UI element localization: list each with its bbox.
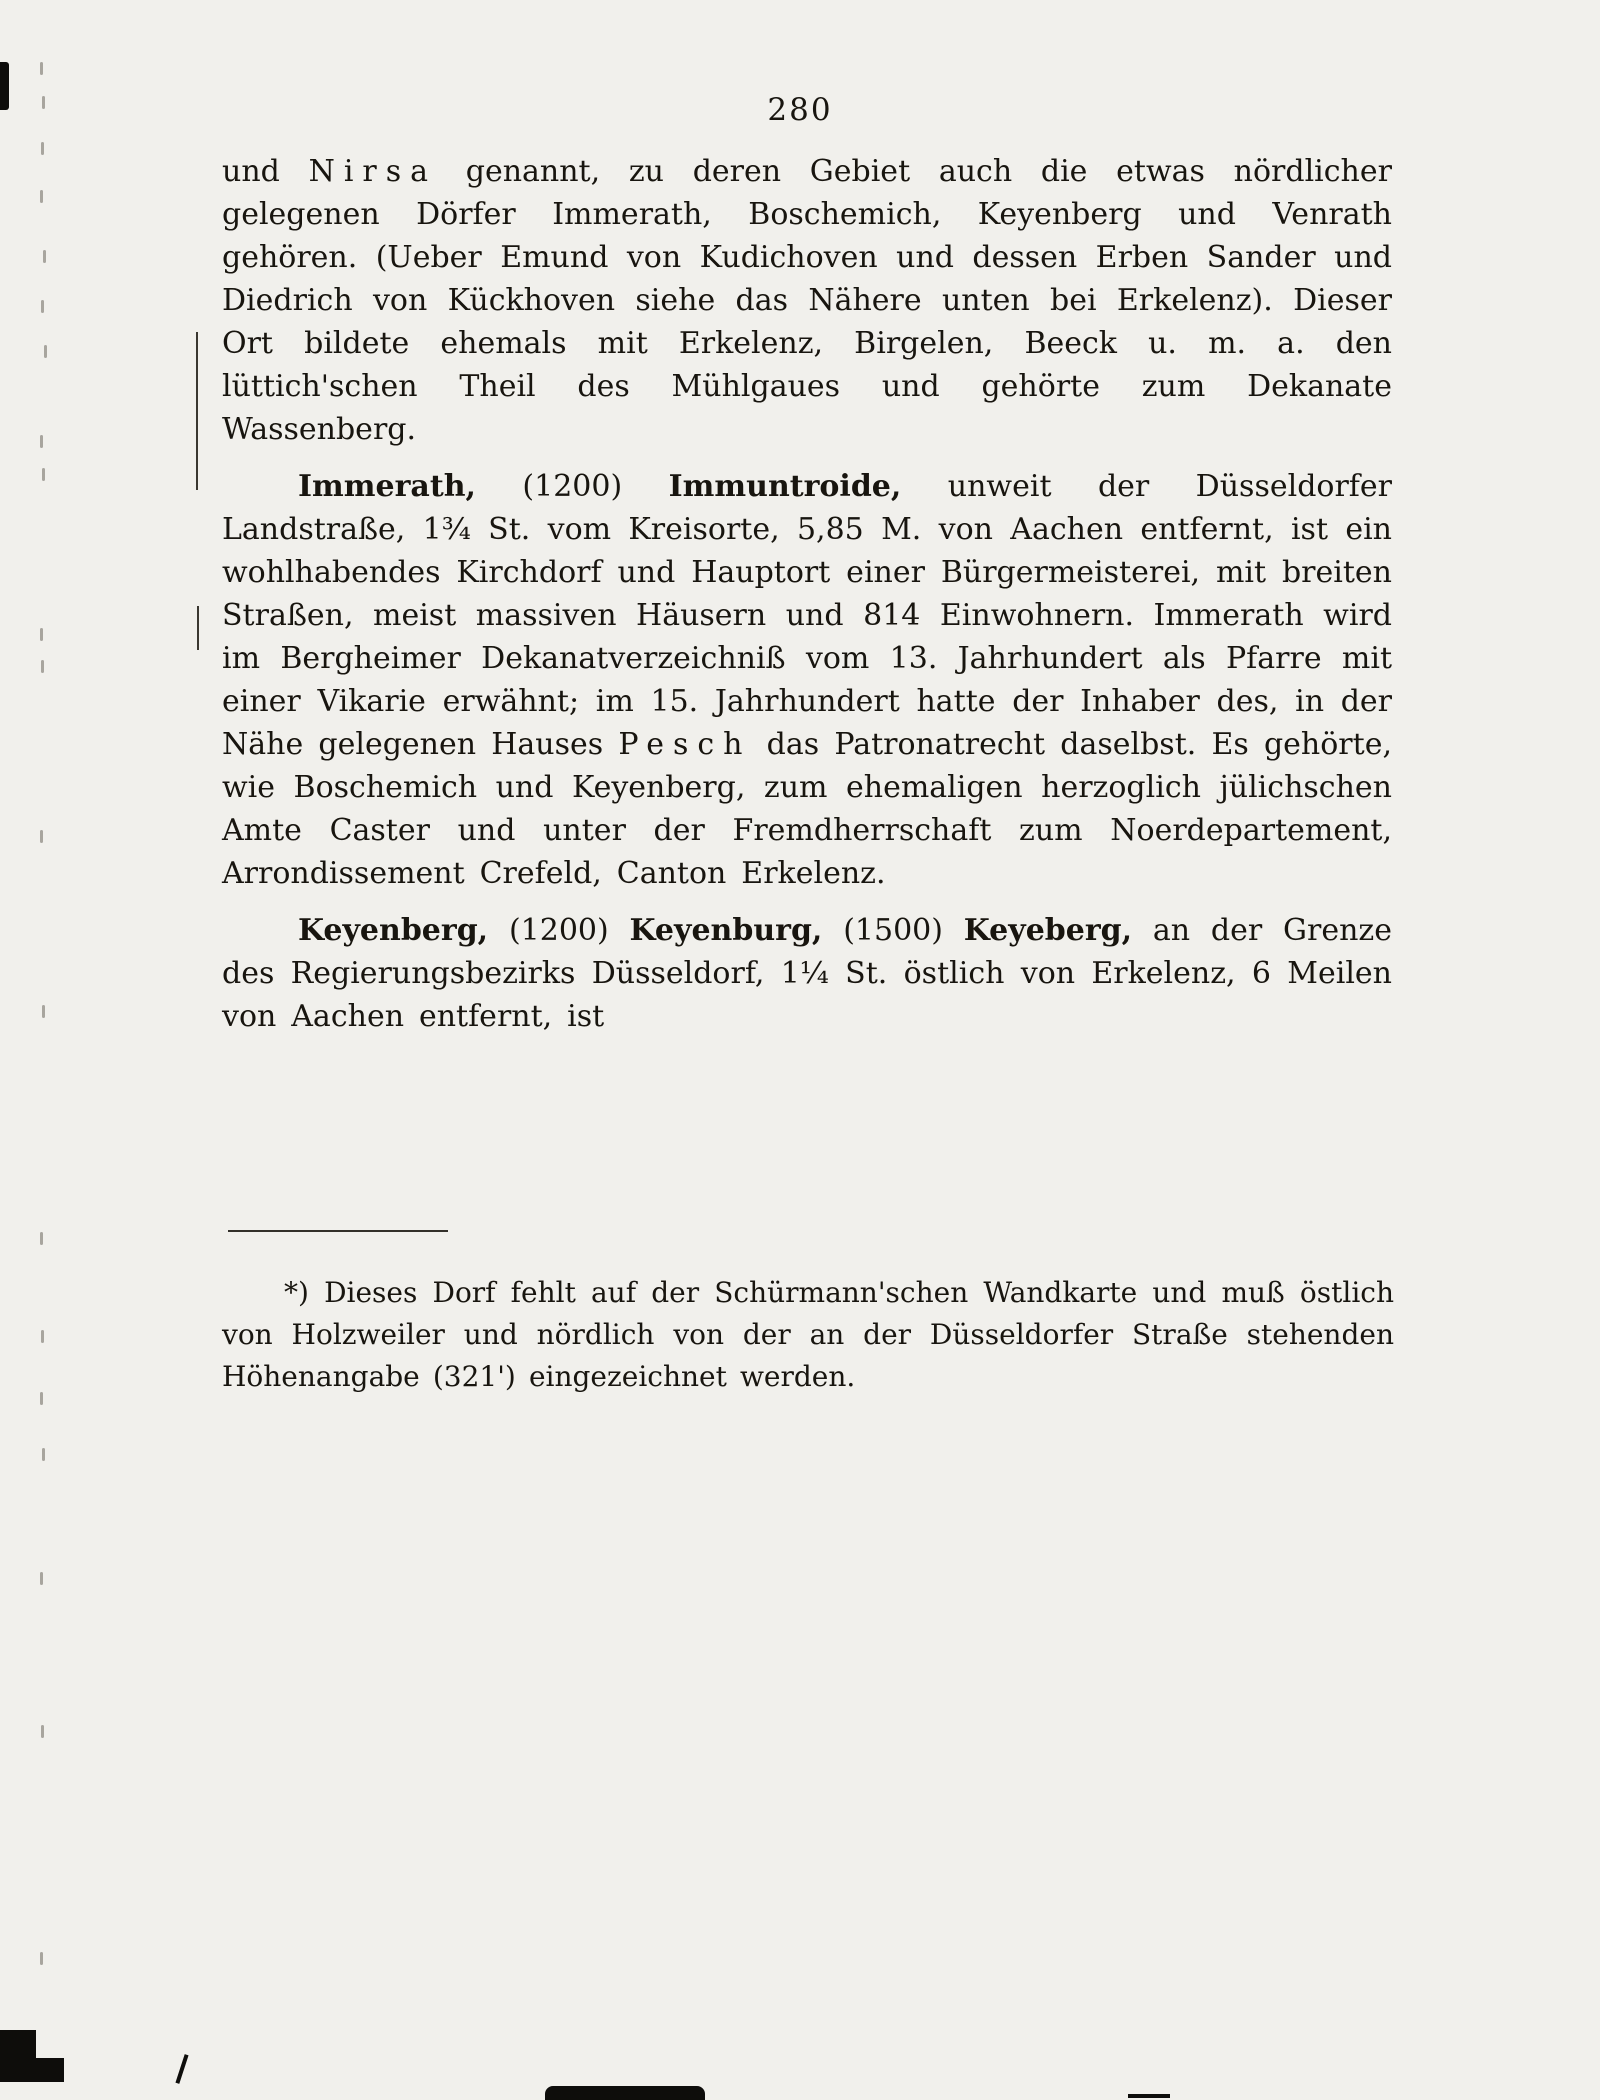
margin-pencil-line — [196, 332, 198, 490]
margin-tick — [42, 96, 45, 109]
margin-tick — [40, 830, 43, 843]
margin-tick — [41, 300, 44, 313]
paragraph-continuation — [222, 150, 1392, 451]
footnote-rule — [228, 1230, 448, 1232]
text-run: genannt, zu deren Gebiet auch die etwas nördlicher gelegenen Dörfer Immerath, Boschemich, Keyenberg und Venrath gehören. (Ueber Emund von Kudichoven und dessen Erben Sander und Diedrich von Kückhoven siehe das Nähere unten bei Erkelenz). Dieser Ort bildete ehemals mit Erkelenz, Birgelen, Beeck u. m. a. den lüttich'schen Theil des Mühlgaues und gehörte zum Dekanate Wassenberg. — [222, 154, 1392, 447]
text-run: an der Grenze des Regierungsbezirks Düsseldorf, 1¼ St. östlich von Erkelenz, 6 Meilen von Aachen entfernt, ist — [222, 913, 1392, 1034]
headword: Keyeberg, — [963, 913, 1133, 948]
scan-artifact-smudge — [545, 2086, 705, 2100]
margin-tick — [41, 1330, 44, 1343]
text-block — [222, 150, 1392, 1038]
text-run: (1200) — [475, 469, 669, 504]
headword: Keyenberg, — [298, 913, 489, 948]
margin-tick — [44, 345, 47, 358]
footnote-marker: *) — [284, 1276, 309, 1309]
text-run: (1200) — [488, 913, 630, 948]
text-run: (1500) — [822, 913, 964, 948]
margin-tick — [41, 1725, 44, 1738]
paragraph-keyenberg — [222, 909, 1392, 1038]
margin-tick — [42, 1005, 45, 1018]
scan-artifact-dash — [1128, 2094, 1170, 2098]
paragraph-immerath — [222, 465, 1392, 895]
margin-tick — [40, 1952, 43, 1965]
margin-tick — [40, 435, 43, 448]
margin-tick — [40, 190, 43, 203]
margin-tick — [40, 1392, 43, 1405]
margin-tick — [42, 1448, 45, 1461]
margin-tick — [40, 628, 43, 641]
margin-tick — [41, 142, 44, 155]
margin-tick — [40, 62, 43, 75]
margin-tick — [40, 1232, 43, 1245]
margin-tick — [40, 1572, 43, 1585]
text-run: und — [222, 154, 309, 189]
headword: Immerath, — [298, 469, 476, 504]
text-run: unweit der Düsseldorfer Landstraße, 1¾ St. vom Kreisorte, 5,85 M. von Aachen entfernt, ist ein wohlhabendes Kirchdorf und Hauptort einer Bürgermeisterei, mit breiten Straßen, meist massiven Häusern und 814 Einwohnern. Immerath wird im Bergheimer Dekanatverzeichniß vom 13. Jahrhundert als Pfarre mit einer Vikarie erwähnt; im 15. Jahrhundert hatte der Inhaber des, in der Nähe gelegenen Hauses — [222, 469, 1392, 762]
footnote-text: Dieses Dorf fehlt auf der Schürmann'schen Wandkarte und muß östlich von Holzweiler und nördlich von der an der Düsseldorfer Straße stehenden Höhenangabe (321') eingezeichnet werden. — [222, 1276, 1394, 1393]
headword: Keyenburg, — [629, 913, 823, 948]
margin-tick — [43, 250, 46, 263]
margin-tick — [41, 660, 44, 673]
footnote — [222, 1272, 1394, 1398]
text-run: das Patronatrecht daselbst. Es gehörte, wie Boschemich und Keyenberg, zum ehemaligen herzoglich jülichschen Amte Caster und unter der Fremdherrschaft zum Noerdepartement, Arrondissement Crefeld, Canton Erkelenz. — [222, 727, 1392, 891]
margin-tick — [42, 468, 45, 481]
scan-artifact-edge-blob — [0, 62, 9, 110]
headword: Immuntroide, — [668, 469, 902, 504]
text-run-letterspaced: Pesch — [618, 727, 752, 762]
text-run-letterspaced: Nirsa — [308, 154, 438, 189]
page-number: 280 — [767, 92, 833, 128]
scan-artifact-ink-mark — [175, 2054, 188, 2084]
margin-pencil-line — [197, 606, 199, 650]
scan-artifact-edge-blob — [0, 2058, 64, 2082]
